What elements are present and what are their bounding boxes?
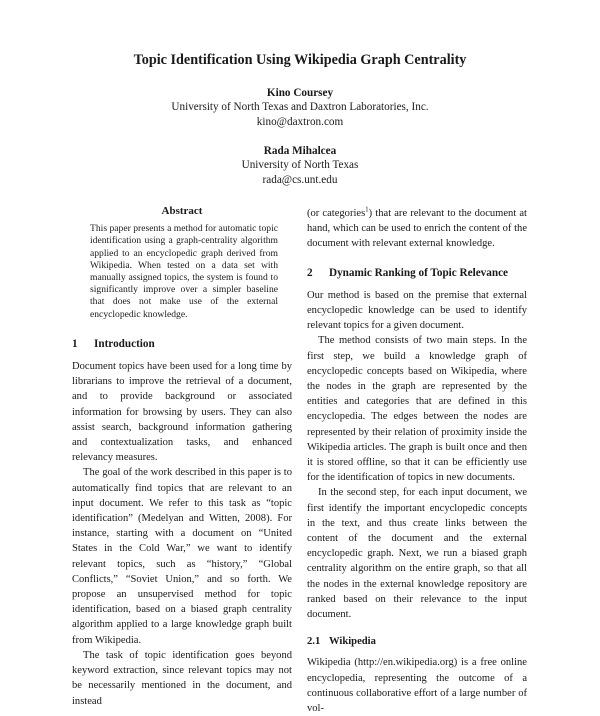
subsection-title: Wikipedia <box>329 636 376 648</box>
abstract-heading: Abstract <box>161 205 203 217</box>
carryover-text-start: (or categories <box>307 208 366 219</box>
section-number: 2 <box>307 266 313 279</box>
wikipedia-paragraph: Wikipedia (http://en.wikipedia.org) is a free online encyclopedia, representing the outcome of a continuous collaborative effort of a large number of vol- <box>307 657 527 715</box>
author-block-1 <box>0 86 600 129</box>
section-title: Dynamic Ranking of Topic Relevance <box>329 266 509 279</box>
author-affiliation: University of North Texas and Daxtron Laboratories, Inc. <box>171 101 429 114</box>
section-title: Introduction <box>94 337 155 350</box>
section2-paragraph-3: In the second step, for each input document, we first identify the important encyclopedic concepts in the text, and thus create links between the content of the document and the external encyclopedic graph. Next, we run a biased graph centrality algorithm on the entire graph, so that all the nodes in the external knowledge repository are ranked based on their relevance to the input document. <box>307 487 527 621</box>
intro-paragraph-1: Document topics have been used for a long time by librarians to improve the retrieval of a document, and to provide background or associated information for browsing by users. They can also assist search, background information gathering and contextualization tasks, and enhanced relevancy measures. <box>72 361 292 464</box>
left-column <box>72 204 292 709</box>
author-block-2 <box>0 144 600 187</box>
author-email: rada@cs.unt.edu <box>262 173 338 186</box>
section-heading-dynamic-ranking <box>307 266 527 281</box>
carryover-paragraph <box>307 206 527 252</box>
paper-title: Topic Identification Using Wikipedia Graph Centrality <box>133 52 467 68</box>
intro-paragraph-2: The goal of the work described in this paper is to automatically find topics that are relevant to an input document. We refer to this task as “topic identification” (Medelyan and Witten, 2008). For instance, starting with a document on “United States in the Cold War,” we want to identify relevant topics, such as “history,” “Global Conflicts,” “Soviet Union,” and so forth. We propose an unsupervised method for topic identification, based on a biased graph centrality algorithm applied to a large knowledge graph built from Wikipedia. <box>72 467 292 646</box>
carryover-text-end: ) that are relevant to the document at hand, which can be used to enrich the content of the document with relevant external knowledge. <box>307 208 527 250</box>
abstract-text: This paper presents a method for automatic topic identification using a graph-centrality algorithm applied to an encyclopedic graph derived from Wikipedia. When tested on a data set with manually assigned topics, the system is found to significantly improve over a simpler baseline that does not make use of the external encyclopedic knowledge. <box>90 223 278 320</box>
intro-paragraph-3: The task of topic identification goes beyond keyword extraction, since relevant topics may not be necessarily mentioned in the document, and instead <box>72 649 292 707</box>
section2-paragraph-2: The method consists of two main steps. In the first step, we build a knowledge graph of encyclopedic concepts based on Wikipedia, where the nodes in the graph are represented by the entities and categories that are defined in this encyclopedia. The edges between the nodes are represented by their relation of proximity inside the Wikipedia articles. The graph is built once and then it is stored offline, so that it can be efficiently use for the identification of topics in new documents. <box>307 335 527 484</box>
subsection-heading-wikipedia <box>307 634 527 649</box>
subsection-number: 2.1 <box>307 636 321 648</box>
section-heading-introduction <box>72 337 292 352</box>
section2-paragraph-1: Our method is based on the premise that external encyclopedic knowledge can be used to identify relevant topics for a given document. <box>307 289 527 332</box>
author-affiliation: University of North Texas <box>241 159 359 172</box>
author-name: Kino Coursey <box>266 87 334 99</box>
footnote-marker: 1 <box>365 205 369 214</box>
author-name: Rada Mihalcea <box>263 145 337 157</box>
author-email: kino@daxtron.com <box>256 115 344 128</box>
right-column <box>307 206 527 716</box>
section-number: 1 <box>72 337 78 350</box>
